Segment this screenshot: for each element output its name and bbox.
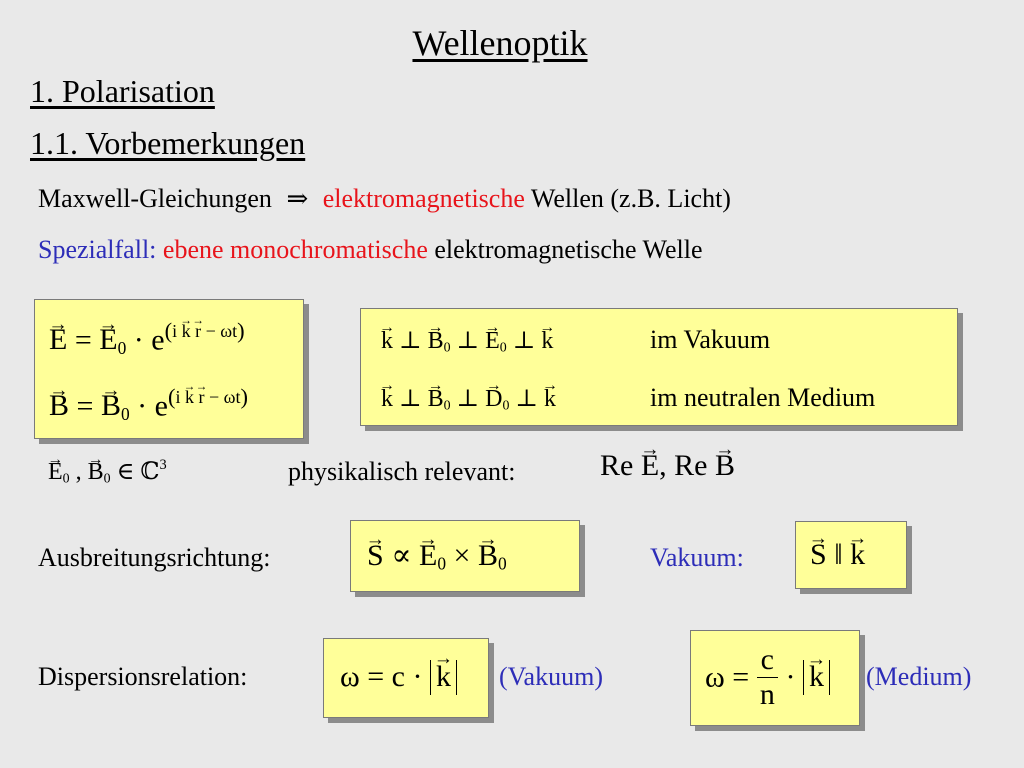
maxwell-line xyxy=(38,184,731,214)
vacuum-parallel-label: Vakuum: xyxy=(650,543,744,572)
poynting-equation: → S ∝ → $E_0$ × → $B_0$ xyxy=(367,541,507,573)
vacuum-condition-label: im Vakuum xyxy=(650,325,771,354)
orthogonality-box xyxy=(360,308,958,426)
em-red-text: elektromagnetische xyxy=(322,184,525,213)
plane-wave-equations-box xyxy=(34,299,304,439)
real-part-expression: Re → E, Re → B xyxy=(600,451,735,481)
vacuum-dispersion-equation: ω = c · → k xyxy=(340,660,457,695)
e-field-equation: → E = → $E_0 \cdot e^{(i \to k \to r - \omega t)}$ xyxy=(49,320,245,357)
slide-title: Wellenoptik xyxy=(412,23,588,63)
plane-monochromatic-text: ebene monochromatische xyxy=(162,235,428,264)
b-field-equation: → B = → $B_0 \cdot e^{(i \to k \to r - \omega t)}$ xyxy=(49,386,248,423)
medium-condition-label: im neutralen Medium xyxy=(650,383,876,412)
propagation-label: Ausbreitungsrichtung: xyxy=(38,543,271,572)
vacuum-orthogonality-equation: → k ⊥ → $B_0$ ⊥ → $E_0$ ⊥ → k xyxy=(381,329,553,355)
special-case-label: Spezialfall: xyxy=(38,235,157,264)
physically-relevant-label: physikalisch relevant: xyxy=(288,457,516,486)
s-parallel-k-equation: → S ‖ → k xyxy=(810,540,865,570)
poynting-box xyxy=(350,520,580,592)
section-heading: 1. Polarisation xyxy=(30,73,215,109)
medium-dispersion-equation: ω = $\frac{c}{n}$ · → k xyxy=(705,645,830,710)
maxwell-text: Maxwell-Gleichungen xyxy=(38,184,272,213)
implies-arrow: ⇒ xyxy=(286,184,309,213)
complex-amplitude-expression: → $E_0$ , → $B_0$ ∈ ℂ$^3$ xyxy=(48,458,167,486)
medium-dispersion-box xyxy=(690,630,860,726)
em-wave-text: elektromagnetische Welle xyxy=(434,235,703,264)
parallel-box xyxy=(795,521,907,589)
medium-orthogonality-equation: → k ⊥ → $B_0$ ⊥ → $D_0$ ⊥ → k xyxy=(381,387,556,413)
waves-text: Wellen (z.B. Licht) xyxy=(530,184,731,213)
vacuum-paren-label: (Vakuum) xyxy=(499,662,603,691)
vacuum-dispersion-box xyxy=(323,638,489,718)
medium-paren-label: (Medium) xyxy=(866,662,972,691)
dispersion-label: Dispersionsrelation: xyxy=(38,662,248,691)
special-case-line xyxy=(38,235,703,265)
subsection-heading: 1.1. Vorbemerkungen xyxy=(30,125,306,161)
